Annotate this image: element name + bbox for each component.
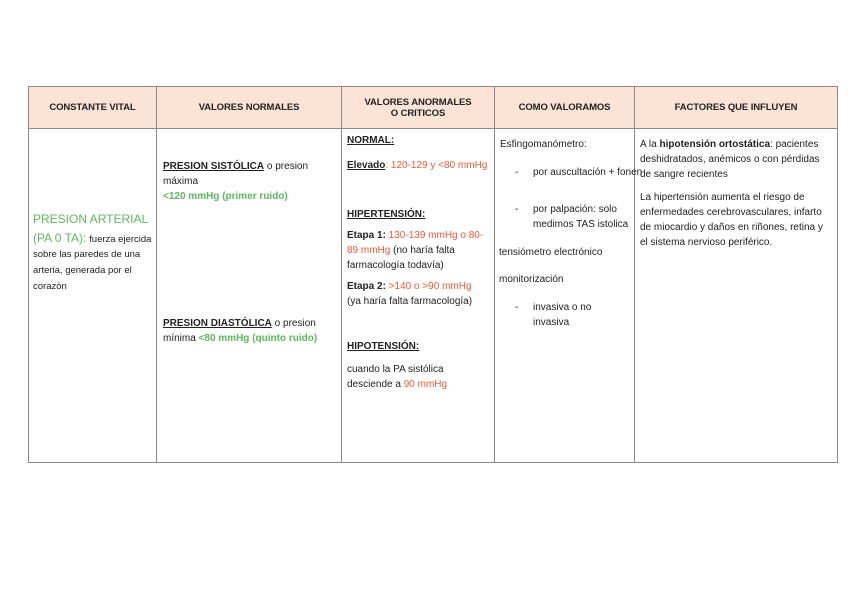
elevado-value: : 120-129 y <80 mmHg xyxy=(385,160,488,171)
vital-signs-table xyxy=(28,86,838,463)
elevado-label: Elevado xyxy=(347,160,386,171)
bullet-auscultacion: - por auscultación + fonen xyxy=(515,167,643,178)
esfigmomanometro: Esfingomanómetro: xyxy=(500,139,587,150)
header-factores: FACTORES QUE INFLUYEN xyxy=(635,87,838,129)
dash-icon: - xyxy=(515,204,519,215)
elevado-line xyxy=(347,158,491,173)
factor-ortostatica: A la hipotensión ortostática: pacientes deshidratados, anémicos o con pérdidas de sangre recientes xyxy=(640,139,820,180)
hipotension-value: 90 mmHg xyxy=(403,379,448,390)
etapa1-note: (no haría falta farmacología todavía) xyxy=(347,245,455,271)
sistolica-label: PRESION SISTÓLICA xyxy=(163,161,265,172)
cell-factores xyxy=(635,129,838,463)
cell-constante xyxy=(29,129,157,463)
ortostatica-bold: hipotensión ortostática xyxy=(659,139,771,150)
factor-hipertension: La hipertensión aumenta el riesgo de enfermedades cerebrovasculares, infarto de miocardio y daños en riñones, retina y el sistema nervioso periférico. xyxy=(640,192,823,248)
diastolica-label: PRESION DIASTÓLICA xyxy=(163,318,272,329)
diastolica-value: <80 mmHg (quinto ruido) xyxy=(198,333,318,344)
normal-heading: NORMAL: xyxy=(347,135,395,146)
pa-title: PRESION ARTERIAL (PA 0 TA): xyxy=(33,212,148,245)
header-valores-normales: VALORES NORMALES xyxy=(157,87,342,129)
cell-como-valoramos xyxy=(495,129,643,463)
monitorizacion: monitorización xyxy=(499,274,564,285)
etapa2-line xyxy=(347,279,491,309)
header-constante-vital: CONSTANTE VITAL xyxy=(29,87,157,129)
etapa2-label: Etapa 2: xyxy=(347,281,386,292)
bullet-palpacion: - por palpación: solo medimos TAS istolica xyxy=(515,204,629,230)
pa-desc: fuerza ejercida sobre las paredes de una arteria, generada por el corazón xyxy=(33,233,152,292)
header-como-valoramos: COMO VALORAMOS xyxy=(495,87,635,129)
cell-valores-anormales xyxy=(342,129,495,463)
hipotension-line xyxy=(347,362,491,392)
etapa2-note: (ya haría falta farmacología) xyxy=(347,296,473,307)
diastolica-text: o presion mínima xyxy=(163,318,316,344)
tensiometro: tensiómetro electrónico xyxy=(499,247,603,258)
bullet-invasiva: - invasiva o no invasiva xyxy=(515,302,592,328)
etapa1-value: 130-139 mmHg o 80-89 mmHg xyxy=(347,230,484,256)
diastolica-block xyxy=(163,316,338,346)
etapa2-value: >140 o >90 mmHg xyxy=(385,281,472,292)
sistolica-value: <120 mmHg (primer ruido) xyxy=(163,191,288,202)
sistolica-block xyxy=(163,159,338,204)
hipertension-heading: HIPERTENSIÓN: xyxy=(347,209,426,220)
sistolica-text: o presion máxima xyxy=(163,161,309,187)
hipotension-heading: HIPOTENSIÓN: xyxy=(347,341,420,352)
etapa1-label: Etapa 1: xyxy=(347,230,386,241)
header-row xyxy=(29,87,838,129)
header-valores-anormales: VALORES ANORMALES O CRITICOS xyxy=(342,87,495,129)
hipotension-text: cuando la PA sistólica desciende a xyxy=(347,364,444,390)
presion-arterial-row xyxy=(29,129,838,463)
dash-icon: - xyxy=(515,302,519,313)
etapa1-line xyxy=(347,228,491,273)
cell-valores-normales xyxy=(157,129,342,463)
dash-icon: - xyxy=(515,167,519,178)
